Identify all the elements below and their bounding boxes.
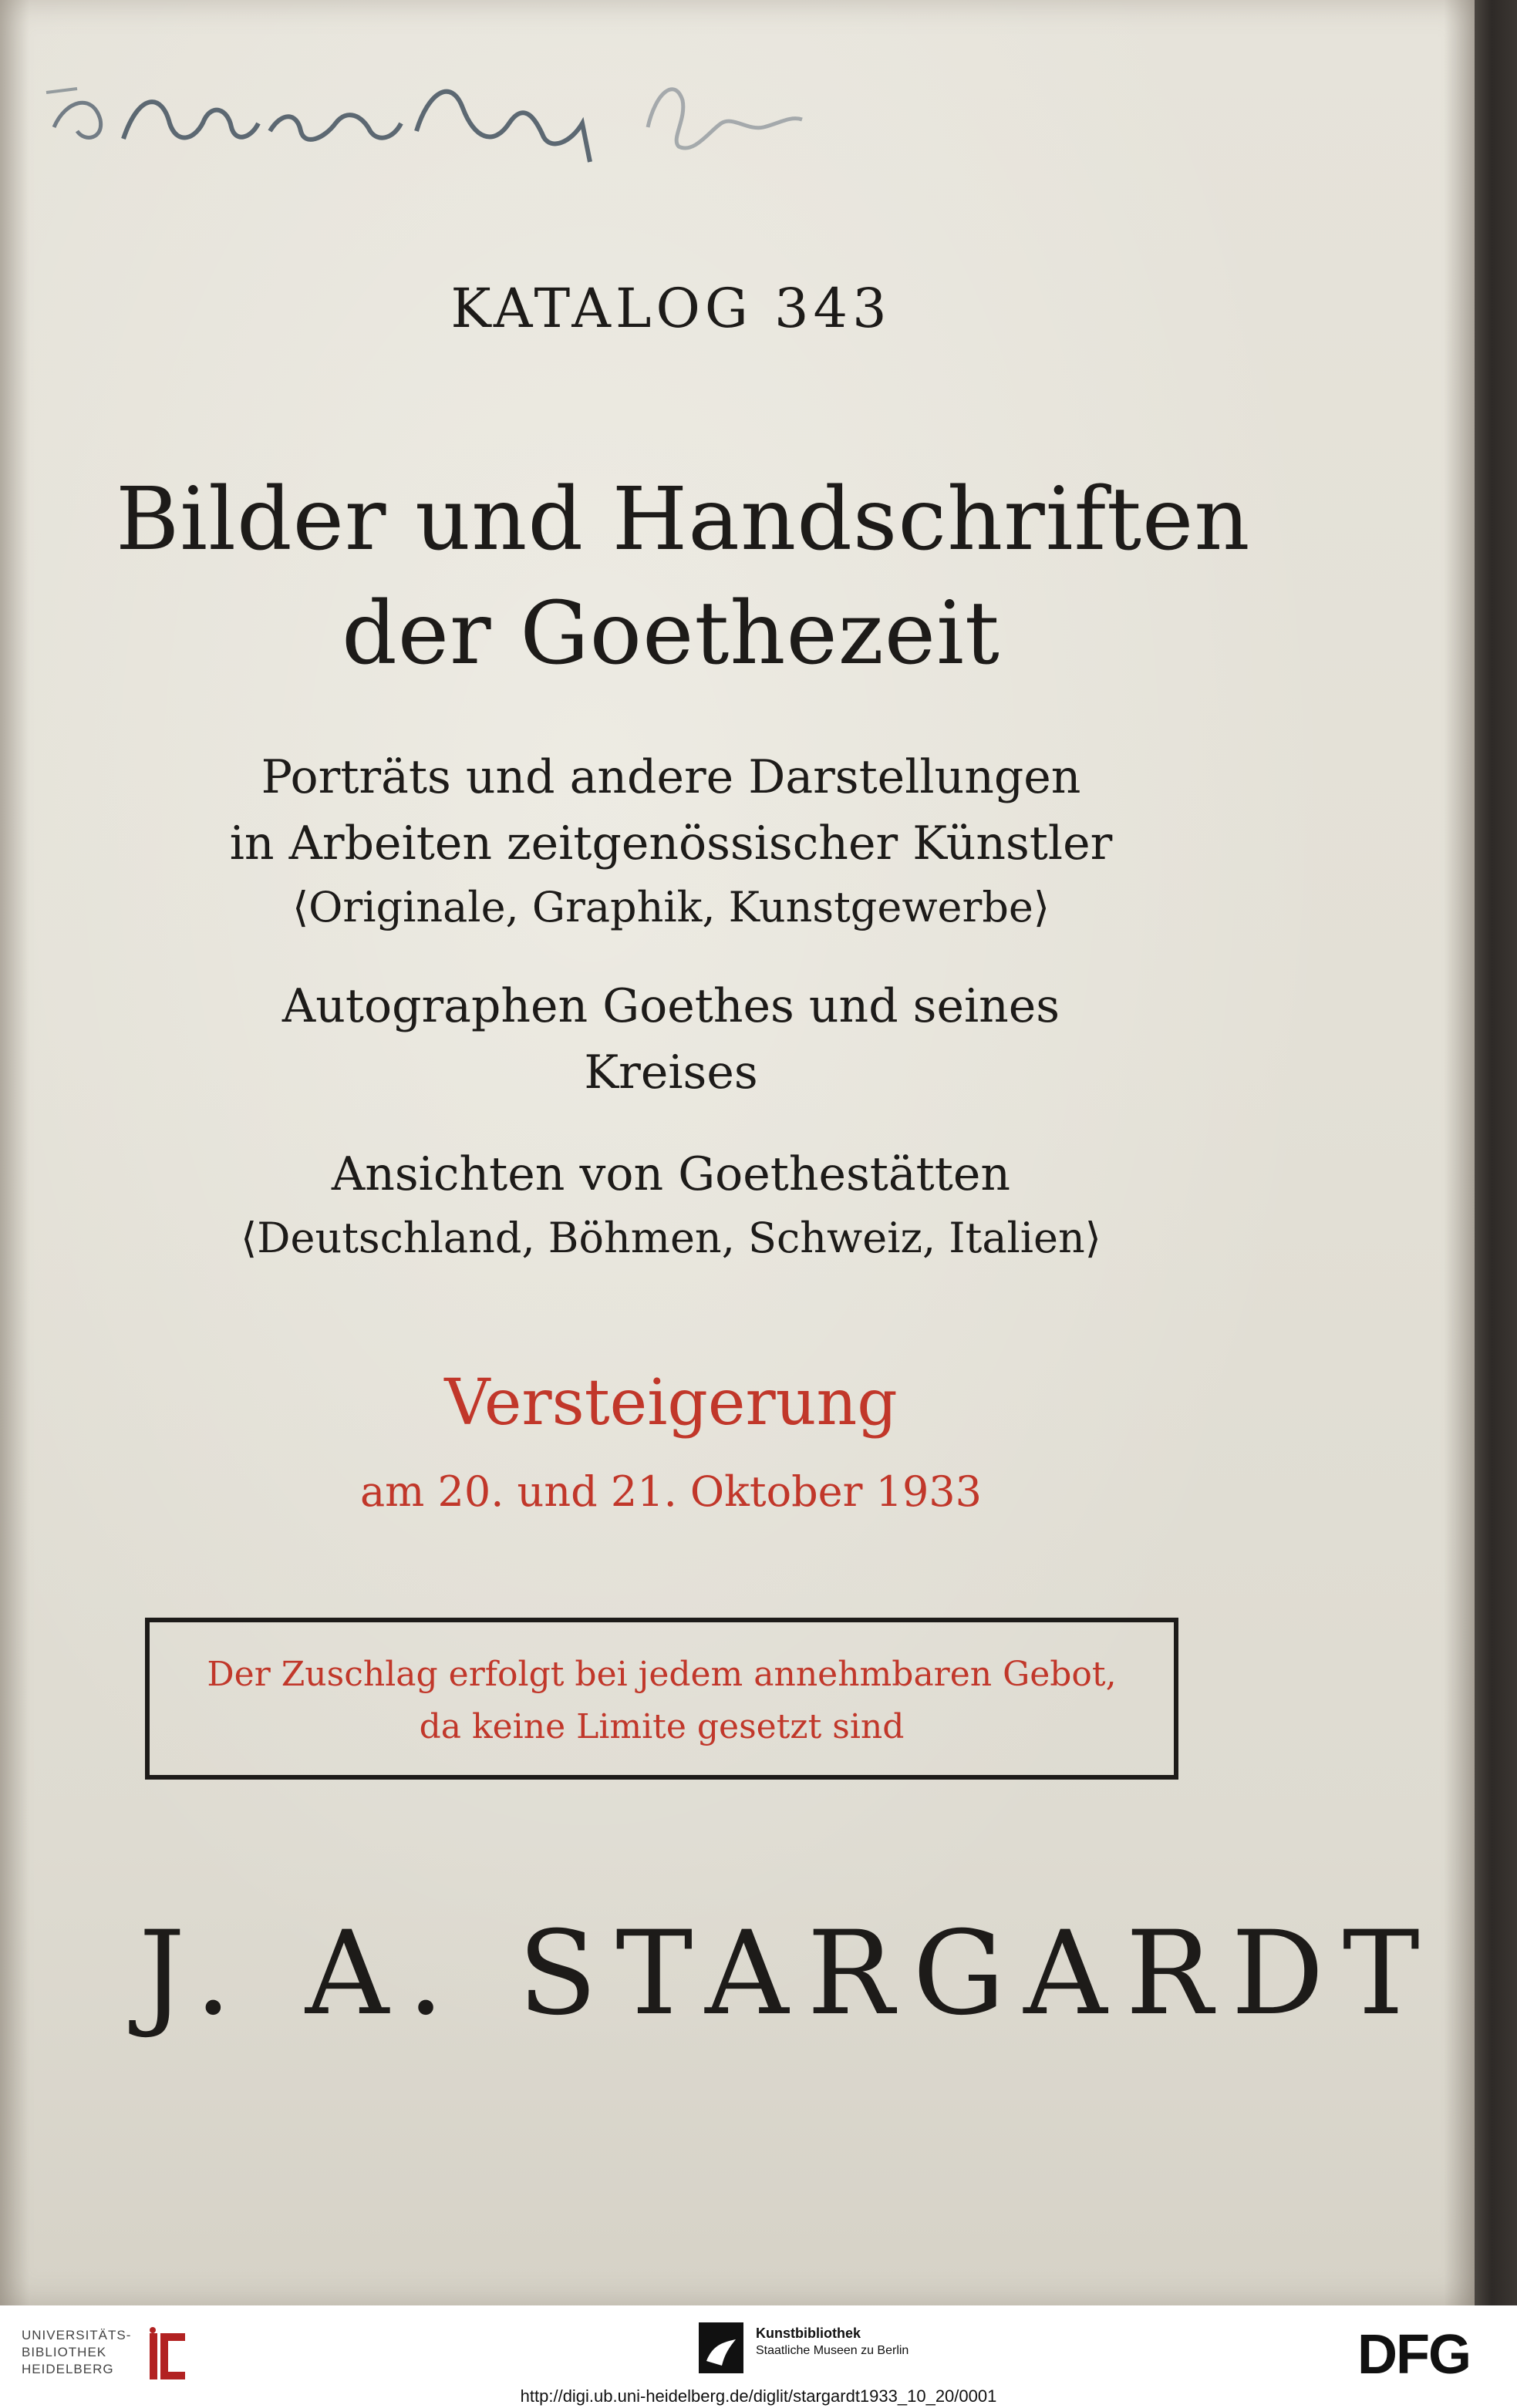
section-line: Autographen Goethes und seines — [281, 979, 1060, 1033]
page-edge — [1475, 0, 1517, 2305]
notice-box — [145, 1618, 1178, 1780]
catalog-title — [116, 463, 1251, 691]
logo-line: BIBLIOTHEK — [22, 2345, 107, 2359]
dfg-logo[interactable]: DFG — [1357, 2324, 1470, 2386]
section-views — [116, 1141, 1226, 1269]
kunstbibliothek-logo[interactable] — [686, 2316, 995, 2386]
section-line: Ansichten von Goethestätten — [331, 1147, 1011, 1201]
title-line-1: Bilder und Handschriften — [116, 470, 1251, 570]
viewer-footer — [0, 2305, 1517, 2408]
auction-date: am 20. und 21. Oktober 1933 — [359, 1467, 983, 1516]
section-line: in Arbeiten zeitgenössischer Künstler — [229, 817, 1113, 871]
logo-line: UNIVERSITÄTS- — [22, 2328, 132, 2342]
section-portraits — [116, 744, 1226, 938]
notice-line-1: Der Zuschlag erfolgt bei jedem annehmbaren Gebot, — [207, 1655, 1117, 1694]
notice-line-2: da keine Limite gesetzt sind — [419, 1707, 905, 1746]
handwritten-signature — [31, 46, 848, 177]
section-line: Kreises — [584, 1046, 758, 1100]
university-logo-text — [22, 2327, 131, 2378]
university-seal-icon — [147, 2325, 201, 2383]
university-library-logo[interactable] — [22, 2321, 199, 2390]
kunstbibliothek-sub: Staatliche Museen zu Berlin — [756, 2344, 909, 2357]
section-note: ⟨Originale, Graphik, Kunstgewerbe⟩ — [292, 883, 1050, 931]
section-line: Porträts und andere Darstellungen — [261, 750, 1081, 804]
kunstbibliothek-text — [756, 2324, 909, 2359]
auction-heading: Versteigerung — [444, 1366, 898, 1440]
section-note: ⟨Deutschland, Böhmen, Schweiz, Italien⟩ — [241, 1214, 1101, 1262]
eagle-icon — [699, 2322, 743, 2373]
logo-line: HEIDELBERG — [22, 2362, 114, 2376]
title-line-2: der Goethezeit — [342, 584, 1000, 684]
spine-shadow — [0, 0, 29, 2305]
publisher-name: J. A. STARGARDT — [139, 1907, 1438, 2041]
page-url[interactable]: http://digi.ub.uni-heidelberg.de/diglit/stargardt1933_10_20/0001 — [520, 2386, 997, 2406]
kunstbibliothek-name: Kunstbibliothek — [756, 2325, 861, 2341]
catalog-number: KATALOG 343 — [450, 277, 892, 340]
section-autographs — [116, 973, 1226, 1106]
